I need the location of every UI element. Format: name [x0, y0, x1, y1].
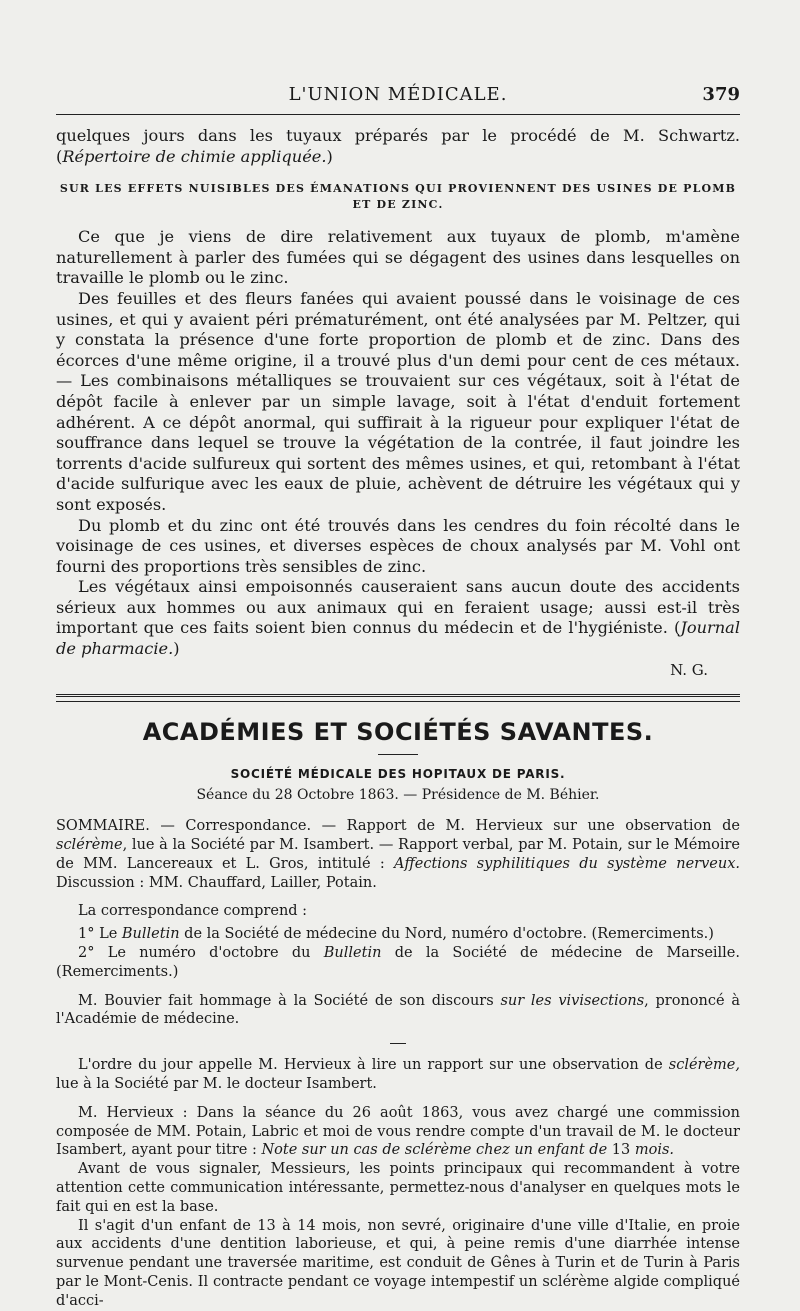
paragraph-text: Les végétaux ainsi empoisonnés causeraient sans aucun doute des accidents sérieux aux hommes ou aux animaux qui en feraient usage; aussi est-il très important que ces faits soient bien connus du médecin et de l'hygiéniste. ( [56, 577, 740, 638]
seance-line: Séance du 28 Octobre 1863. — Présidence de M. Béhier. [196, 787, 600, 804]
spacer [56, 982, 740, 992]
correspondance-item [56, 925, 740, 944]
separator-rule [390, 1043, 406, 1044]
page-number: 379 [702, 84, 740, 105]
paragraph-text: quelques jours dans les tuyaux préparés par le procédé de M. Schwartz. ( [56, 126, 740, 166]
sommaire-text: SOMMAIRE. — Correspondance. — Rapport de M. Hervieux sur une observation de [56, 818, 740, 835]
section-divider [56, 694, 740, 701]
paragraph-last [56, 577, 740, 659]
source-citation: Répertoire de chimie appliquée. [62, 146, 327, 166]
paragraph-text: , prononcé à l'Académie de médecine. [56, 992, 740, 1028]
hervieux-paragraph [56, 1104, 740, 1160]
source-citation: Journal de pharmacie. [56, 618, 740, 659]
paragraph-em: sclérème, [668, 1057, 740, 1074]
item-em: Bulletin [323, 945, 382, 962]
paragraph-em: Note sur un cas de sclérème chez un enfant de [261, 1142, 608, 1159]
paragraph: Des feuilles et des fleurs fanées qui avaient poussé dans le voisinage de ces usines, et qui y avaient péri prématurément, ont été analysées par M. Peltzer, qui y constata la présence d'une forte proportion de plomb et de zinc. Dans des écorces d'une même origine, il a trouvé plus d'un demi pour cent de ces métaux. — Les combinaisons métalliques se trouvaient sur ces végétaux, soit à l'état de dépôt facile à enlever par un simple lavage, soit à l'état d'enduit fortement adhérent. A ce dépôt anormal, qui suffirait à la rigueur pour expliquer l'état de souffrance dans lequel se trouve la végétation de la contrée, il faut joindre les torrents d'acide sulfureux qui sortent des mêmes usines, et qui, retombant à l'état d'acide sulfurique avec les eaux de pluie, achèvent de détruire les végétaux qui y sont exposés. [56, 288, 740, 514]
sommaire-text: Discussion : MM. Chauffard, Lailler, Potain. [56, 874, 377, 891]
sommaire-text: , lue à la Société par M. Isambert. — Rapport verbal, par M. Potain, sur le Mémoire de MM. Lancereaux et L. Gros, intitulé : [56, 837, 740, 872]
paragraph-text: lue à la Société par M. le docteur Isambert. [56, 1076, 377, 1093]
item-text: de la Société de médecine de Marseille. (Remerciments.) [56, 945, 740, 980]
title-rule [378, 754, 418, 755]
bouvier-paragraph [56, 992, 740, 1030]
paragraph: Du plomb et du zinc ont été trouvés dans les cendres du foin récolté dans le voisinage de ces usines, et diverses espèces de choux analysés par M. Vohl ont fourni des proportions très sensibles de zinc. [56, 515, 740, 576]
sommaire [56, 817, 740, 892]
ordre-paragraph [56, 1056, 740, 1094]
paragraph-text: L'ordre du jour appelle M. Hervieux à lire un rapport sur une observation de [78, 1057, 669, 1074]
item-em: Bulletin [121, 926, 180, 943]
paragraph-continued [56, 126, 740, 167]
spacer [56, 892, 740, 902]
paragraph-text: M. Bouvier fait hommage à la Société de son discours [78, 992, 501, 1009]
paren-close: ) [173, 639, 180, 659]
item-text: 2° Le numéro d'octobre du [78, 945, 324, 962]
article-body [56, 126, 740, 1311]
paragraph-text: 13 [607, 1142, 635, 1159]
sommaire-em: Affections syphilitiques du système nerveux. [394, 855, 740, 872]
society-title: SOCIÉTÉ MÉDICALE DES HOPITAUX DE PARIS. [230, 767, 566, 782]
paragraph-em: sur les vivisections [500, 992, 645, 1009]
item-text: 1° Le [78, 926, 122, 943]
header-rule [56, 114, 740, 115]
running-title: L'UNION MÉDICALE. [288, 84, 508, 105]
section-title: SUR LES EFFETS NUISIBLES DES ÉMANATIONS QUI PROVIENNENT DES USINES DE PLOMB ET DE ZINC. [59, 182, 737, 212]
spacer [56, 1094, 740, 1104]
paragraph-text: M. Hervieux : Dans la séance du 26 août 1863, vous avez chargé une commission composée de MM. Potain, Labric et moi de vous rendre compte d'un travail de M. le docteur Isambert, ayant pour titre : [56, 1104, 740, 1159]
paragraph: Il s'agit d'un enfant de 13 à 14 mois, non sevré, originaire d'une ville d'Italie, en proie aux accidents d'une dentition laborieuse, et qui, à peine remis d'une diarrhée intense survenue pendant une traversée maritime, est conduit de Gênes à Turin et de Turin à Paris par le Mont-Cenis. Il contracte pendant ce voyage intempestif un sclérème algide compliqué d'acci- [56, 1217, 740, 1309]
paragraph: Avant de vous signaler, Messieurs, les points principaux qui recommandent à votre attention cette communication intéressante, permettez-nous d'analyser en quelques mots le fait qui en est la base. [56, 1161, 740, 1215]
correspondance-item [56, 944, 740, 982]
paren-close: ) [326, 146, 333, 166]
sommaire-em: sclérème [56, 837, 123, 854]
signature: N. G. [670, 660, 708, 679]
paragraph-em: mois. [634, 1142, 675, 1159]
section-divider-bottom [56, 701, 740, 702]
item-text: de la Société de médecine du Nord, numéro d'octobre. (Remerciments.) [179, 926, 714, 943]
academies-title: ACADÉMIES ET SOCIÉTÉS SAVANTES. [142, 718, 654, 747]
correspondance-intro: La correspondance comprend : [78, 903, 308, 920]
paragraph: Ce que je viens de dire relativement aux tuyaux de plomb, m'amène naturellement à parler des fumées qui se dégagent des usines dans lesquelles on travaille le plomb ou le zinc. [56, 227, 740, 288]
page-header [56, 84, 740, 110]
